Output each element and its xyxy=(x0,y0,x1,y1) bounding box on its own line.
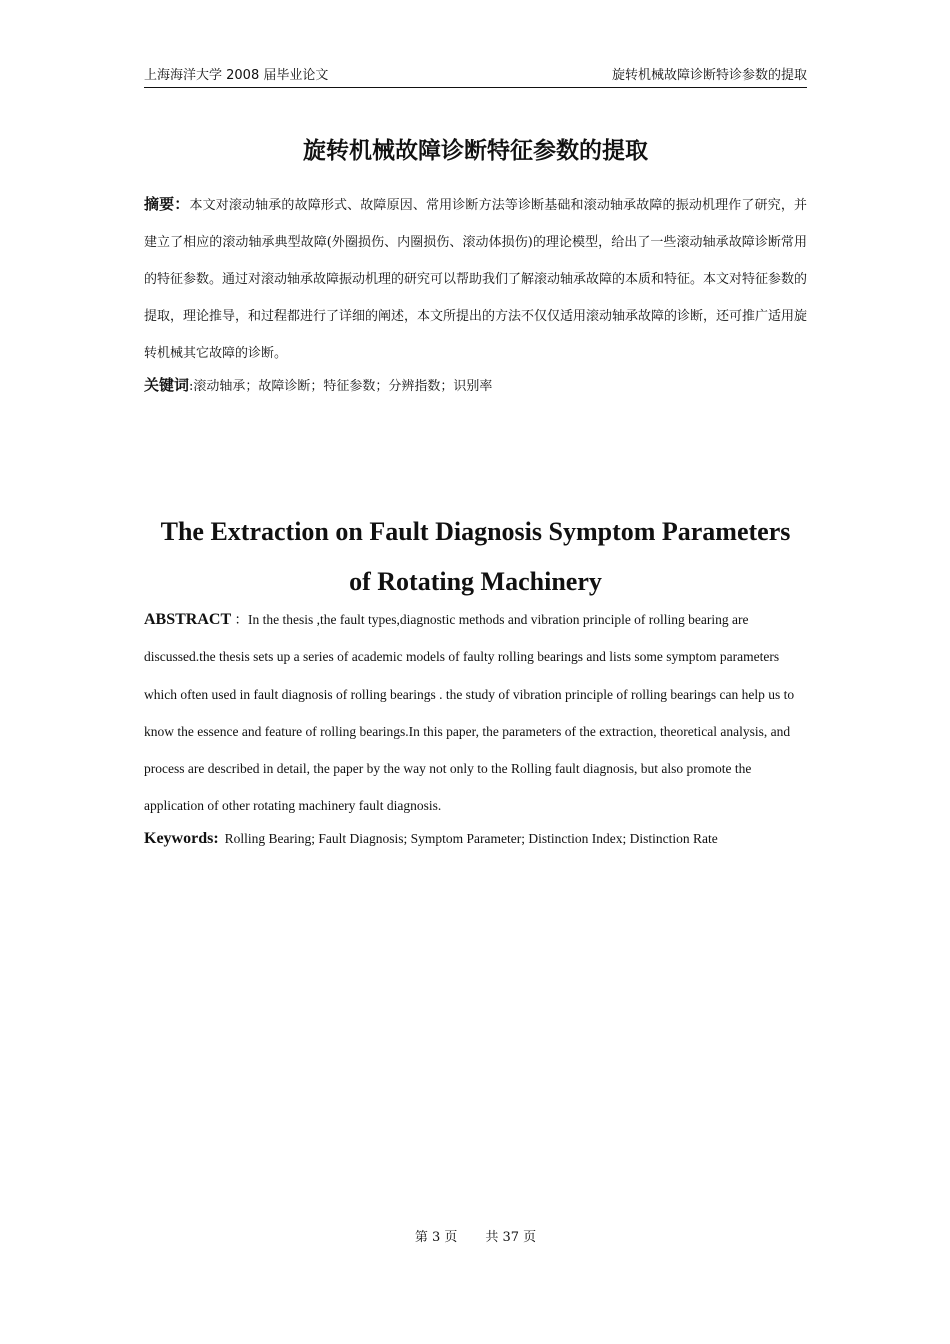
english-title-line-2: of Rotating Machinery xyxy=(349,567,602,596)
chinese-abstract-label: 摘要： xyxy=(144,195,190,213)
english-title xyxy=(144,507,807,607)
header-thesis-title: 旋转机械故障诊断特诊参数的提取 xyxy=(611,68,807,83)
chinese-abstract xyxy=(144,186,807,372)
english-keywords xyxy=(144,825,807,853)
english-keywords-text: Rolling Bearing; Fault Diagnosis; Symptom Parameter; Distinction Index; Distinction Rate xyxy=(224,831,718,846)
english-keywords-label: Keywords: xyxy=(144,830,219,847)
chinese-title: 旋转机械故障诊断特征参数的提取 xyxy=(303,138,648,164)
english-abstract xyxy=(144,601,807,825)
english-abstract-label: ABSTRACT xyxy=(144,611,232,628)
chinese-keywords xyxy=(144,371,807,401)
page-header xyxy=(144,66,807,88)
page-number: 第 3 页 xyxy=(414,1230,458,1245)
english-abstract-separator: ： xyxy=(234,612,249,627)
header-university-label: 上海海洋大学 2008 届毕业论文 xyxy=(144,68,329,83)
page-footer xyxy=(144,1228,807,1248)
english-abstract-text: In the thesis ,the fault types,diagnostic methods and vibration principle of rolling bearing are discussed.the thesis sets up a series of academic models of faulty rolling bearings and lists some symptom parameters which often used in fault diagnosis of rolling bearings . the study of vibration principle of rolling bearings can help us to know the essence and feature of rolling bearings.In this paper, the parameters of the extraction, theoretical analysis, and process are described in detail, the paper by the way not only to the Rolling fault diagnosis, but also promote the application of other rotating machinery fault diagnosis. xyxy=(144,612,795,814)
total-pages: 共 37 页 xyxy=(485,1230,537,1245)
english-title-line-1: The Extraction on Fault Diagnosis Symptom Parameters xyxy=(160,517,791,546)
chinese-keywords-label: 关键词 xyxy=(144,376,190,394)
chinese-abstract-text: 本文对滚动轴承的故障形式、故障原因、常用诊断方法等诊断基础和滚动轴承故障的振动机理作了研究，并建立了相应的滚动轴承典型故障(外圈损伤、内圈损伤、滚动体损伤)的理论模型，给出了一些滚动轴承故障诊断常用的特征参数。通过对滚动轴承故障振动机理的研究可以帮助我们了解滚动轴承故障的本质和特征。本文对特征参数的提取，理论推导，和过程都进行了详细的阐述，本文所提出的方法不仅仅适用滚动轴承故障的诊断，还可推广适用旋转机械其它故障的诊断。 xyxy=(144,198,808,361)
chinese-keywords-text: :滚动轴承；故障诊断；特征参数；分辨指数；识别率 xyxy=(189,379,493,394)
